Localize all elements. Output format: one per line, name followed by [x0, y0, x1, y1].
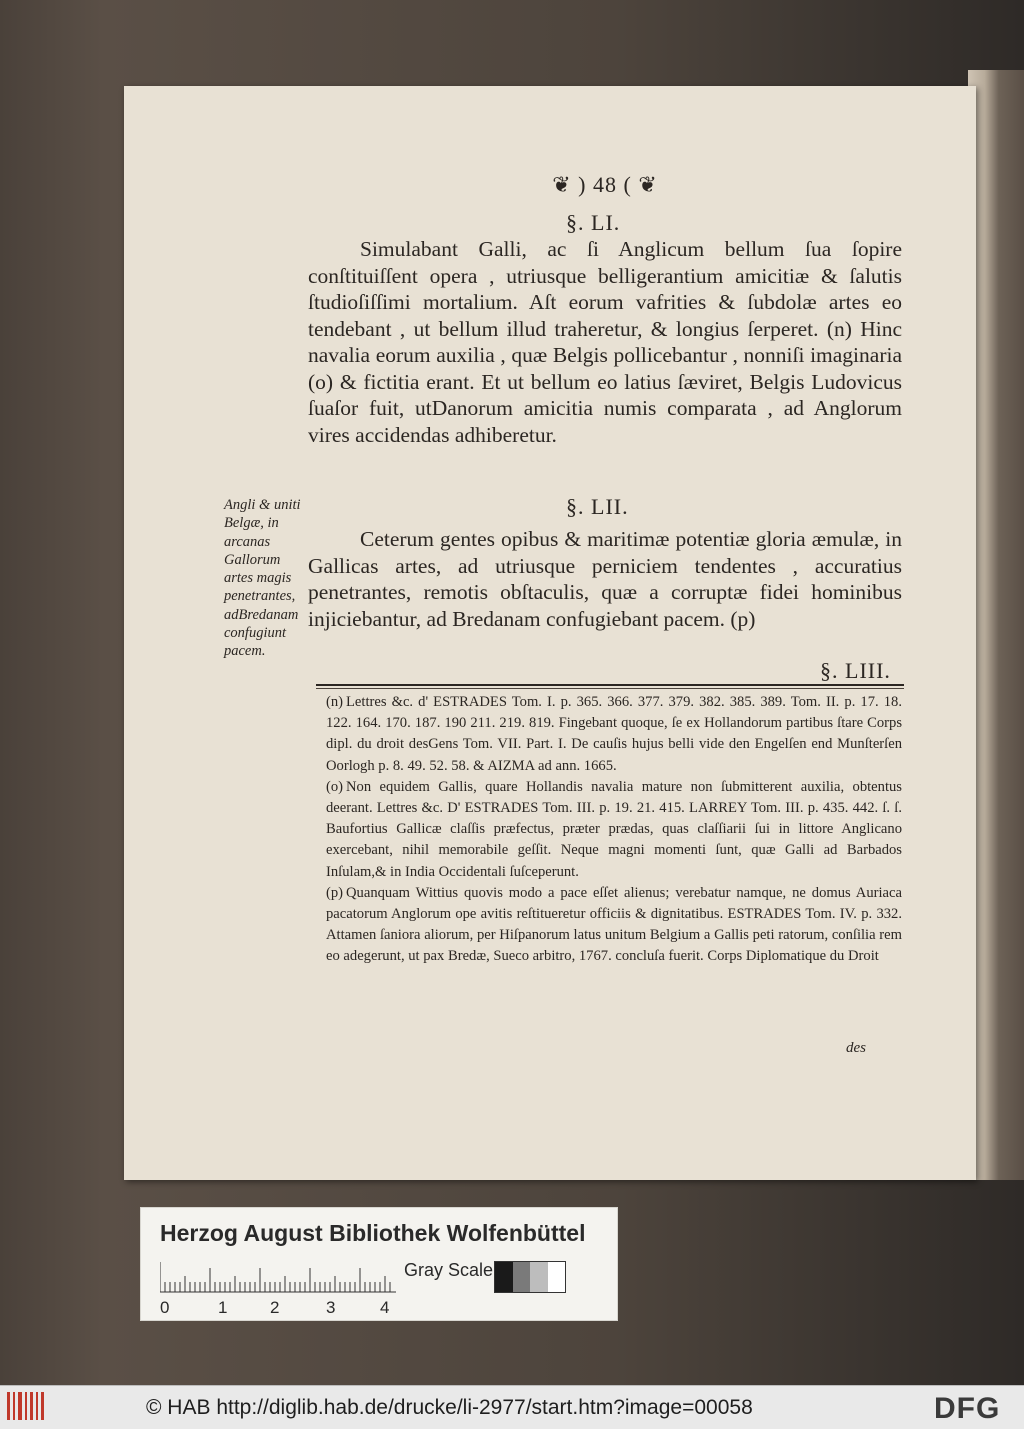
ruler-number: 2: [270, 1298, 280, 1317]
footnote-mark: (o): [326, 778, 344, 795]
footnote-p: [326, 883, 902, 968]
footnote-text: Quanquam Wittius quovis modo a pace eſſet alienus; verebatur namque, ne domus Auriaca pacatorum Anglorum ope avitis reſtitueretur officiis & dignitatibus. ESTRADES Tom. IV. p. 332. Attamen ſaniora aliorum, per Hiſpanorum latus unitum Belgium a Gallis peti ratorum, conſilia rem eo adegerunt, ut pax Bredæ, Sueco arbitro, 1767. concluſa fuerit. Corps Diplomatique du Droit: [326, 884, 902, 965]
section-53-title: §. LIII.: [820, 658, 891, 683]
gray-swatch-white: [548, 1262, 566, 1292]
footnote-rule: [316, 684, 904, 686]
gray-swatch-dark: [513, 1262, 531, 1292]
footnote-text: Non equidem Gallis, quare Hollandis navalia mature non ſubmitterent auxilia, obtentus deerant. Lettres &c. D' ESTRADES Tom. III. p. 19. 21. 415. LARREY Tom. III. p. 435. 442. ſ. ſ. Baufortius Gallicæ claſſis præfectus, præter prædas, quas claſſiarii ſui in littore Anglicano exercebant, nihil memorabile geſſit. Neque magni momenti ſunt, quæ Galli ad Barbados Inſulam,& in India Occidentali ſuſceperunt.: [326, 778, 902, 880]
gray-scale-swatches: [494, 1261, 566, 1293]
catch-word: des: [846, 1040, 866, 1056]
section-51-title: §. LI.: [566, 210, 621, 235]
measurement-ruler: [160, 1258, 396, 1298]
ruler-number: 3: [326, 1298, 336, 1317]
footnote-rule-thin: [316, 688, 904, 689]
footnote-mark: (p): [326, 884, 344, 901]
book-page-edges: [968, 70, 1024, 1180]
margin-note: Angli & uniti Belgæ, in arcanas Gallorum artes magis penetrantes, adBredanam confugiunt pacem.: [224, 497, 301, 660]
section-52-title: §. LII.: [566, 494, 629, 519]
footnote-text: Lettres &c. d' ESTRADES Tom. I. p. 365. 366. 377. 379. 382. 385. 389. Tom. II. p. 17. 18. 122. 164. 170. 187. 190 211. 219. 819. Fingebant quoque, ſe ex Hollandorum partibus ſtare Corps dipl. du droit desGens Tom. VII. Part. I. De cauſis hujus belli vide den Engelſen end Munſterſen Oorlogh p. 8. 49. 52. 58. & AIZMA ad ann. 1665.: [326, 694, 902, 774]
dfg-logo: DFG: [934, 1392, 1001, 1425]
gray-swatch-black: [495, 1262, 513, 1292]
footnotes: [326, 692, 902, 968]
ruler-number: 1: [218, 1298, 228, 1317]
ruler-number: 0: [160, 1298, 170, 1317]
paragraph-52: Ceterum gentes opibus & maritimæ potentiæ gloria æmulæ, in Gallicas artes, ad utriusque perniciem tendentes , accuratius penetrantes, remotis obſtaculis, quæ a corruptæ fidei hominibus injiciebantur, ad Bredanam confugiebant pacem. (p): [308, 527, 902, 631]
gray-scale-label: Gray Scale: [404, 1260, 494, 1280]
gray-swatch-light: [530, 1262, 548, 1292]
ruler-number: 4: [380, 1298, 390, 1317]
ruler-numbers: [154, 1298, 414, 1318]
library-name: Herzog August Bibliothek Wolfenbüttel: [160, 1220, 586, 1246]
paragraph-51: Simulabant Galli, ac ſi Anglicum bellum ſua ſopire conſtituiſſent opera , utriusque belligerantium amicitiæ & ſalutis ſtudioſiſſimi mortalium. Aſt eorum vafrities & ſubdolæ artes eo tendebant , ut bellum illud traheretur, & longius ſerperet. (n) Hinc navalia eorum auxilia , quæ Belgis pollicebantur , nonniſi imaginaria (o) & fictitia erant. Et ut bellum eo latius ſæviret, Belgis Ludovicus ſuaſor fuit, utDanorum amicitia numis comparata , ad Anglorum vires accidendas adhiberetur.: [308, 237, 902, 447]
barcode-icon: [6, 1390, 46, 1422]
section-52-text: [308, 526, 902, 632]
footnote-o: [326, 777, 902, 883]
footnote-n: [326, 692, 902, 777]
copyright-link[interactable]: © HAB http://diglib.hab.de/drucke/li-2977/start.htm?image=00058: [146, 1396, 753, 1419]
page-header: ❦ ) 48 ( ❦: [552, 172, 658, 197]
footnote-mark: (n): [326, 694, 344, 710]
section-51-text: [308, 236, 902, 448]
